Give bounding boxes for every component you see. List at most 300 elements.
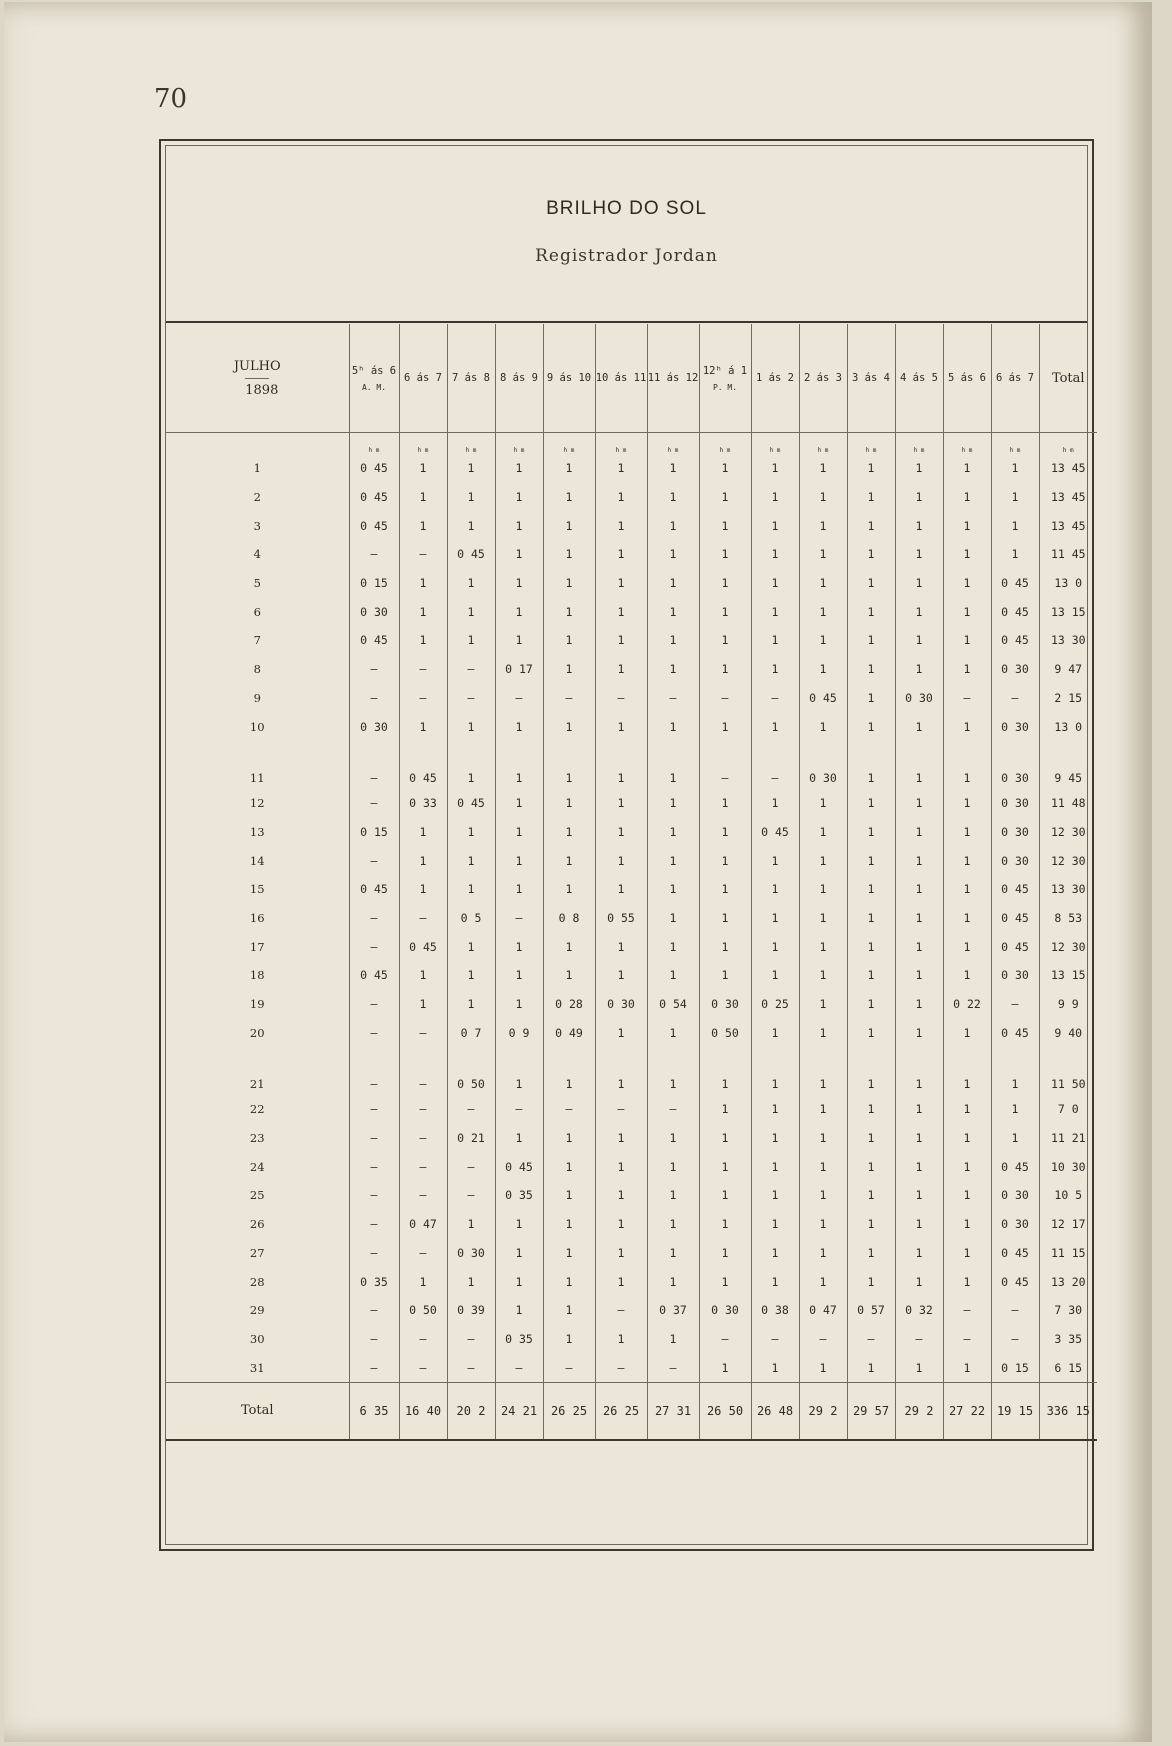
hour-cell: — [447, 1325, 495, 1354]
hour-cell: 1 [699, 1239, 751, 1268]
hour-cell: 1 [699, 626, 751, 655]
hour-cell: 0 37 [647, 1296, 699, 1325]
hour-cell: 0 45 [991, 626, 1039, 655]
column-header [847, 324, 895, 433]
hour-cell: 1 [895, 1210, 943, 1239]
hour-cell: 1 [647, 569, 699, 598]
hour-cell: 1 [847, 540, 895, 569]
hour-cell: 1 [895, 1018, 943, 1047]
hour-cell: 1 [847, 597, 895, 626]
hour-cell: 1 [847, 875, 895, 904]
day-cell: 12 [249, 796, 265, 811]
hour-cell: 1 [895, 1047, 943, 1095]
row-total-cell: 2 15 [1039, 684, 1097, 713]
column-total-cell: 27 31 [647, 1382, 699, 1440]
column-total-cell: 19 15 [991, 1382, 1039, 1440]
hour-cell: 1 [751, 1152, 799, 1181]
table-row [166, 1018, 1097, 1047]
hour-cell: 1 [895, 511, 943, 540]
hour-cell: 1 [751, 932, 799, 961]
hour-cell: 1 [699, 483, 751, 512]
hour-cell: 1 [847, 684, 895, 713]
hour-cell: 1 [447, 1267, 495, 1296]
hour-cell: 1 [647, 1152, 699, 1181]
hour-cell: 1 [847, 932, 895, 961]
hour-cell: 0 17 [495, 655, 543, 684]
hour-cell: — [399, 1325, 447, 1354]
table-row [166, 818, 1097, 847]
hour-cell: 1 [699, 540, 751, 569]
hour-cell: 1 [595, 1181, 647, 1210]
row-total-cell: 13 45 [1039, 483, 1097, 512]
hour-cell: 1 [647, 655, 699, 684]
column-total-cell: 26 25 [595, 1382, 647, 1440]
hour-cell: 1 [447, 875, 495, 904]
hour-cell: — [799, 1325, 847, 1354]
hour-cell: 1 [447, 597, 495, 626]
table-header-block [166, 146, 1087, 323]
row-total-cell: 10 30 [1039, 1152, 1097, 1181]
row-total-cell: 13 45 [1039, 511, 1097, 540]
hour-cell: 1 [751, 1181, 799, 1210]
hour-cell: 0 30 [991, 961, 1039, 990]
column-header-period: P. M. [712, 382, 738, 392]
hour-cell: 1 [399, 569, 447, 598]
hour-cell: 1 [895, 626, 943, 655]
hour-cell: 0 45 [991, 932, 1039, 961]
hour-cell: 1 [699, 569, 751, 598]
hour-cell: 1 [895, 483, 943, 512]
day-cell: 13 [249, 824, 265, 839]
hour-cell: 0 15 [349, 818, 399, 847]
hour-cell: 1 [751, 1018, 799, 1047]
hour-cell: 1 [595, 483, 647, 512]
hour-cell: 1 [495, 454, 543, 483]
hour-cell: 1 [943, 818, 991, 847]
hour-cell: 1 [543, 626, 595, 655]
hour-cell: 1 [699, 818, 751, 847]
column-total-cell: 27 22 [943, 1382, 991, 1440]
row-total-cell: 12 30 [1039, 846, 1097, 875]
hour-cell: 1 [847, 712, 895, 741]
hour-cell: 1 [895, 712, 943, 741]
hour-cell: 1 [447, 846, 495, 875]
hour-cell: 1 [543, 1210, 595, 1239]
hour-cell: 1 [399, 961, 447, 990]
table-row [166, 626, 1097, 655]
hour-cell: 1 [799, 1095, 847, 1124]
hour-cell: 1 [699, 1124, 751, 1153]
hour-cell: — [349, 932, 399, 961]
table-row [166, 789, 1097, 818]
hour-cell: — [349, 741, 399, 789]
hour-cell: 1 [699, 655, 751, 684]
hour-cell: 0 30 [991, 712, 1039, 741]
hour-cell: — [399, 1124, 447, 1153]
hour-cell: 1 [543, 1047, 595, 1095]
hour-cell: — [349, 684, 399, 713]
hour-cell: 0 15 [349, 569, 399, 598]
hour-cell: 1 [799, 818, 847, 847]
hour-cell: 1 [847, 1353, 895, 1382]
hour-cell: 1 [847, 483, 895, 512]
hour-cell: 1 [495, 1047, 543, 1095]
table-row [166, 1325, 1097, 1354]
day-cell: 20 [249, 1025, 265, 1040]
hour-cell: 1 [495, 789, 543, 818]
hour-cell: — [495, 1353, 543, 1382]
table-row [166, 1181, 1097, 1210]
hour-cell: 1 [943, 1210, 991, 1239]
hour-cell: 1 [647, 712, 699, 741]
table-row [166, 483, 1097, 512]
hour-cell: 1 [495, 932, 543, 961]
hour-cell: 0 25 [751, 990, 799, 1019]
hour-cell: 1 [799, 540, 847, 569]
sunshine-table [166, 324, 1097, 1441]
hour-cell: 1 [991, 454, 1039, 483]
hour-cell: 0 22 [943, 990, 991, 1019]
row-total-cell: 13 0 [1039, 712, 1097, 741]
hour-cell: 1 [991, 511, 1039, 540]
hour-cell: 0 45 [991, 597, 1039, 626]
column-header [699, 324, 751, 433]
hour-cell: 1 [543, 875, 595, 904]
unit-label: h m [1039, 433, 1097, 455]
day-cell: 6 [253, 604, 261, 619]
row-total-cell: 12 17 [1039, 1210, 1097, 1239]
day-cell: 27 [249, 1245, 265, 1260]
column-total-cell: 29 2 [895, 1382, 943, 1440]
hour-cell: 1 [447, 1210, 495, 1239]
hour-cell: — [751, 741, 799, 789]
hour-cell: 1 [799, 932, 847, 961]
unit-label: h m [447, 433, 495, 455]
column-header-label: 2 ás 3 [804, 372, 842, 384]
hour-cell: 1 [847, 846, 895, 875]
hour-cell: 1 [895, 932, 943, 961]
hour-cell: — [647, 684, 699, 713]
row-total-cell: 3 35 [1039, 1325, 1097, 1354]
hour-cell: 1 [699, 1267, 751, 1296]
table-row [166, 904, 1097, 933]
hour-cell: 1 [847, 961, 895, 990]
hour-cell: 1 [847, 1239, 895, 1268]
hour-cell: — [943, 1325, 991, 1354]
hour-cell: 0 45 [349, 454, 399, 483]
hour-cell: 1 [447, 454, 495, 483]
hour-cell: 1 [595, 655, 647, 684]
table-row [166, 1353, 1097, 1382]
hour-cell: 1 [447, 626, 495, 655]
column-total-cell: 26 25 [543, 1382, 595, 1440]
hour-cell: 1 [495, 741, 543, 789]
hour-cell: — [895, 1325, 943, 1354]
hour-cell: 1 [447, 483, 495, 512]
hour-cell: 1 [647, 540, 699, 569]
hour-cell: 1 [495, 1210, 543, 1239]
hour-cell: — [349, 1353, 399, 1382]
hour-cell: 1 [399, 846, 447, 875]
hour-cell: 1 [595, 569, 647, 598]
table-row [166, 1296, 1097, 1325]
table-row [166, 961, 1097, 990]
hour-cell: 0 30 [799, 741, 847, 789]
hour-cell: 0 30 [991, 789, 1039, 818]
hour-cell: 1 [943, 1181, 991, 1210]
hour-cell: 1 [595, 1152, 647, 1181]
hour-cell: 1 [543, 1124, 595, 1153]
hour-cell: 1 [447, 932, 495, 961]
hour-cell: 1 [799, 846, 847, 875]
hour-cell: 1 [699, 1353, 751, 1382]
hour-cell: 1 [799, 712, 847, 741]
hour-cell: 1 [399, 875, 447, 904]
column-total-cell: 24 21 [495, 1382, 543, 1440]
hour-cell: 1 [751, 1210, 799, 1239]
hour-cell: 1 [799, 1152, 847, 1181]
hour-cell: 0 50 [699, 1018, 751, 1047]
hour-cell: 1 [943, 1047, 991, 1095]
row-total-cell: 11 48 [1039, 789, 1097, 818]
day-cell: 2 [253, 490, 261, 505]
hour-cell: 1 [751, 1124, 799, 1153]
hour-cell: 0 45 [349, 511, 399, 540]
hour-cell: 1 [595, 1239, 647, 1268]
hour-cell: 0 30 [349, 597, 399, 626]
hour-cell: 1 [647, 597, 699, 626]
hour-cell: — [399, 1239, 447, 1268]
hour-cell: 1 [895, 1353, 943, 1382]
hour-cell: 1 [447, 569, 495, 598]
hour-cell: 1 [647, 1239, 699, 1268]
hour-cell: 1 [595, 818, 647, 847]
table-subtitle: Registrador Jordan [535, 246, 718, 266]
column-total-cell: 29 57 [847, 1382, 895, 1440]
hour-cell: 1 [699, 932, 751, 961]
hour-cell: 0 28 [543, 990, 595, 1019]
hour-cell: 1 [751, 961, 799, 990]
row-total-cell: 9 45 [1039, 741, 1097, 789]
hour-cell: 1 [647, 961, 699, 990]
hour-cell: 1 [895, 1152, 943, 1181]
hour-cell: 1 [847, 1181, 895, 1210]
hour-cell: 1 [751, 1353, 799, 1382]
hour-cell: 0 30 [349, 712, 399, 741]
hour-cell: 1 [699, 597, 751, 626]
hour-cell: 1 [399, 990, 447, 1019]
hour-cell: 1 [751, 511, 799, 540]
day-cell: 15 [249, 882, 265, 897]
hour-cell: 1 [943, 1095, 991, 1124]
row-total-cell: 13 15 [1039, 597, 1097, 626]
hour-cell: 1 [595, 540, 647, 569]
hour-cell: 1 [799, 789, 847, 818]
table-row [166, 1210, 1097, 1239]
table-area [166, 324, 1090, 1424]
hour-cell: — [495, 1095, 543, 1124]
table-row [166, 990, 1097, 1019]
hour-cell: — [447, 1152, 495, 1181]
row-total-cell: 13 30 [1039, 875, 1097, 904]
hour-cell: 0 30 [991, 655, 1039, 684]
hour-cell: — [399, 1095, 447, 1124]
hour-cell: 1 [543, 1296, 595, 1325]
hour-cell: 1 [543, 540, 595, 569]
hour-cell: 1 [943, 961, 991, 990]
hour-cell: — [447, 684, 495, 713]
day-cell: 9 [253, 690, 261, 705]
table-row [166, 511, 1097, 540]
hour-cell: — [349, 1325, 399, 1354]
column-total-cell: 20 2 [447, 1382, 495, 1440]
hour-cell: 1 [943, 454, 991, 483]
hour-cell: 1 [595, 932, 647, 961]
hour-cell: 1 [495, 712, 543, 741]
hour-cell: 1 [751, 483, 799, 512]
hour-cell: 0 54 [647, 990, 699, 1019]
hour-cell: 1 [647, 846, 699, 875]
hour-cell: 1 [647, 511, 699, 540]
column-total-cell: 16 40 [399, 1382, 447, 1440]
hour-cell: 0 50 [399, 1296, 447, 1325]
hour-cell: 0 35 [349, 1267, 399, 1296]
hour-cell: — [447, 1095, 495, 1124]
hour-cell: 0 30 [991, 846, 1039, 875]
unit-label: h m [595, 433, 647, 455]
hour-cell: 1 [847, 454, 895, 483]
hour-cell: — [699, 684, 751, 713]
column-header-label: 7 ás 8 [452, 372, 490, 384]
row-total-cell: 12 30 [1039, 818, 1097, 847]
unit-label: h m [895, 433, 943, 455]
hour-cell: — [647, 1353, 699, 1382]
column-header-label: 5 ás 6 [948, 372, 986, 384]
hour-cell: 1 [847, 655, 895, 684]
table-row [166, 741, 1097, 789]
hour-cell: 1 [543, 741, 595, 789]
hour-cell: — [349, 540, 399, 569]
hour-cell: 1 [799, 511, 847, 540]
table-row [166, 712, 1097, 741]
hour-cell: 1 [847, 1124, 895, 1153]
hour-cell: — [647, 1095, 699, 1124]
hour-cell: 1 [847, 741, 895, 789]
hour-cell: — [751, 1325, 799, 1354]
hour-cell: 1 [595, 1018, 647, 1047]
hour-cell: 1 [847, 1047, 895, 1095]
column-header [647, 324, 699, 433]
hour-cell: 0 30 [447, 1239, 495, 1268]
hour-cell: 0 45 [349, 875, 399, 904]
year-label: 1898 [245, 378, 269, 398]
hour-cell: — [991, 684, 1039, 713]
hour-cell: — [495, 904, 543, 933]
hour-cell: 1 [943, 1353, 991, 1382]
hour-cell: — [349, 904, 399, 933]
hour-cell: 1 [543, 961, 595, 990]
column-header-label: 1 ás 2 [756, 372, 794, 384]
row-total-cell: 7 30 [1039, 1296, 1097, 1325]
table-row [166, 1095, 1097, 1124]
row-total-cell: 13 30 [1039, 626, 1097, 655]
hour-cell: 1 [847, 1095, 895, 1124]
hour-cell: 1 [991, 1124, 1039, 1153]
column-header [495, 324, 543, 433]
hour-cell: 1 [751, 569, 799, 598]
table-row [166, 1152, 1097, 1181]
hour-cell: — [349, 655, 399, 684]
hour-cell: — [751, 684, 799, 713]
hour-cell: — [699, 1325, 751, 1354]
hour-cell: — [699, 741, 751, 789]
unit-label: h m [543, 433, 595, 455]
hour-cell: — [399, 1018, 447, 1047]
day-cell: 25 [249, 1188, 265, 1203]
hour-cell: 0 55 [595, 904, 647, 933]
table-title: BRILHO DO SOL [546, 198, 707, 219]
day-cell: 18 [249, 968, 265, 983]
hour-cell: — [399, 684, 447, 713]
hour-cell: 1 [751, 789, 799, 818]
day-cell: 5 [253, 576, 261, 591]
hour-cell: 0 15 [991, 1353, 1039, 1382]
hour-cell: — [943, 684, 991, 713]
row-total-cell: 9 9 [1039, 990, 1097, 1019]
hour-cell: 1 [799, 1267, 847, 1296]
hour-cell: 1 [751, 454, 799, 483]
hour-cell: 1 [447, 511, 495, 540]
hour-cell: 1 [595, 511, 647, 540]
hour-cell: 1 [799, 597, 847, 626]
total-label: Total [166, 1382, 349, 1440]
hour-cell: 0 45 [751, 818, 799, 847]
hour-cell: 1 [543, 483, 595, 512]
hour-cell: 0 57 [847, 1296, 895, 1325]
day-cell: 21 [249, 1077, 265, 1092]
hour-cell: 1 [543, 454, 595, 483]
hour-cell: — [991, 1325, 1039, 1354]
hour-cell: 1 [895, 1095, 943, 1124]
hour-cell: 1 [751, 626, 799, 655]
hour-cell: 1 [399, 626, 447, 655]
hour-cell: 1 [543, 1239, 595, 1268]
hour-cell: 1 [647, 1181, 699, 1210]
hour-cell: 0 45 [991, 569, 1039, 598]
hour-cell: 1 [595, 1124, 647, 1153]
hour-cell: — [399, 1152, 447, 1181]
hour-cell: — [399, 904, 447, 933]
hour-cell: 0 45 [991, 1018, 1039, 1047]
hour-cell: 1 [943, 904, 991, 933]
hour-cell: 1 [799, 1181, 847, 1210]
day-cell: 22 [249, 1102, 265, 1117]
hour-cell: — [543, 684, 595, 713]
hour-cell: 0 8 [543, 904, 595, 933]
table-header-row [166, 324, 1097, 433]
hour-cell: 0 45 [991, 1239, 1039, 1268]
row-total-cell: 11 45 [1039, 540, 1097, 569]
hour-cell: 1 [495, 875, 543, 904]
day-cell: 8 [253, 662, 261, 677]
hour-cell: 1 [943, 1239, 991, 1268]
hour-cell: — [399, 1353, 447, 1382]
table-row [166, 540, 1097, 569]
table-row [166, 1047, 1097, 1095]
hour-cell: 1 [799, 454, 847, 483]
hour-cell: 1 [595, 875, 647, 904]
hour-cell: 1 [699, 789, 751, 818]
